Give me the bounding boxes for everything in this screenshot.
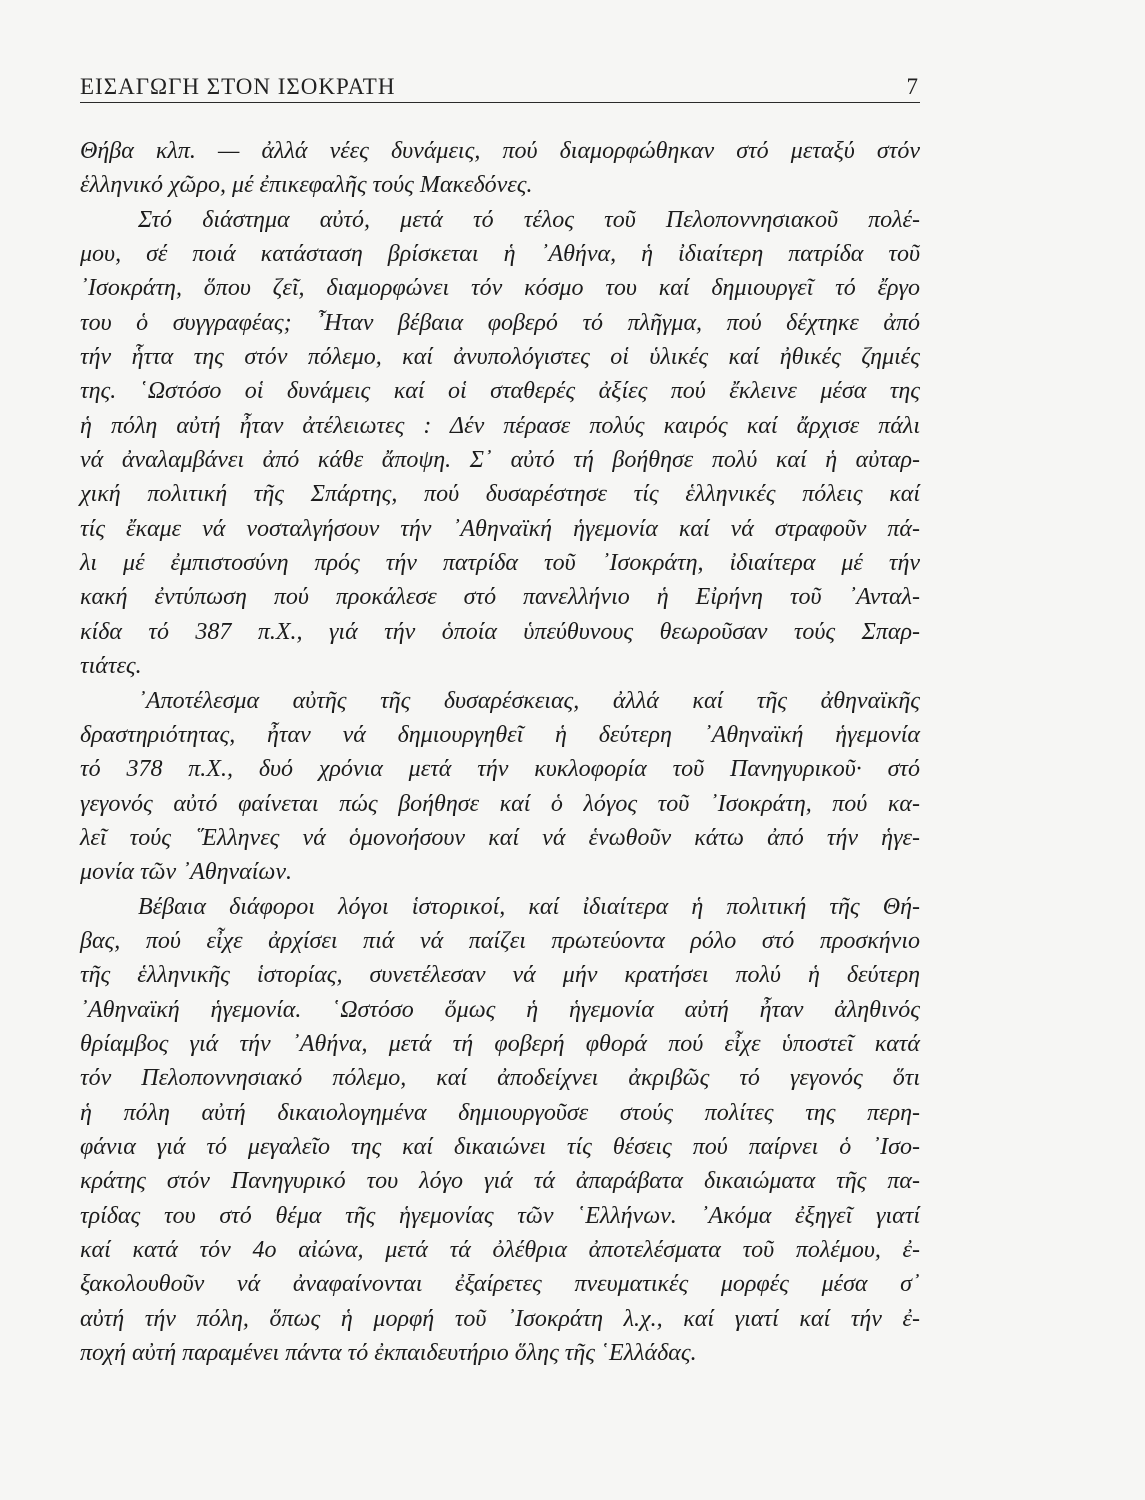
text-line: ᾿Ισοκράτη, ὅπου ζεῖ, διαμορφώνει τόν κόσμο του καί δημιουργεῖ τό ἔργο [80,275,920,302]
header-rule [80,102,920,103]
text-line: βας, πού εἶχε ἀρχίσει πιά νά παίζει πρωτεύοντα ρόλο στό προσκήνιο [80,927,920,954]
body-text [80,134,920,1370]
page-number: 7 [906,74,918,99]
text-line: μονία τῶν ᾿Αθηναίων. [80,859,293,886]
text-line: τιάτες. [80,653,142,680]
text-line: της. ῾Ωστόσο οἱ δυνάμεις καί οἱ σταθερές ἀξίες πού ἔκλεινε μέσα της [80,378,920,405]
text-line: μου, σέ ποιά κατάσταση βρίσκεται ἡ ᾿Αθήνα, ἡ ἰδιαίτερη πατρίδα τοῦ [80,241,920,268]
text-line: θρίαμβος γιά τήν ᾿Αθήνα, μετά τή φοβερή φθορά πού εἶχε ὑποστεῖ κατά [80,1030,920,1057]
text-line: ᾿Αποτέλεσμα αὐτῆς τῆς δυσαρέσκειας, ἀλλά καί τῆς ἀθηναϊκῆς [138,687,920,714]
text-line: ξακολουθοῦν νά ἀναφαίνονται ἐξαίρετες πνευματικές μορφές μέσα σ᾿ [80,1271,920,1298]
text-line: τῆς ἑλληνικῆς ἱστορίας, συνετέλεσαν νά μήν κρατήσει πολύ ἡ δεύτερη [80,962,920,989]
text-line: τόν Πελοποννησιακό πόλεμο, καί ἀποδείχνει ἀκριβῶς τό γεγονός ὅτι [80,1065,920,1092]
text-line: ἡ πόλη αὐτή δικαιολογημένα δημιουργοῦσε στούς πολίτες της περη- [80,1099,920,1126]
text-line: κίδα τό 387 π.Χ., γιά τήν ὁποία ὑπεύθυνους θεωροῦσαν τούς Σπαρ- [80,618,920,645]
running-header [80,74,920,104]
text-line: δραστηριότητας, ἦταν νά δημιουργηθεῖ ἡ δεύτερη ᾿Αθηναϊκή ἡγεμονία [80,721,920,748]
text-line: κακή ἐντύπωση πού προκάλεσε στό πανελλήνιο ἡ Εἰρήνη τοῦ ᾿Ανταλ- [80,584,920,611]
text-line: φάνια γιά τό μεγαλεῖο της καί δικαιώνει τίς θέσεις πού παίρνει ὁ ᾿Ισο- [80,1133,920,1160]
text-line: τίς ἔκαμε νά νοσταλγήσουν τήν ᾿Αθηναϊκή ἡγεμονία καί νά στραφοῦν πά- [80,515,920,542]
text-line: ἑλληνικό χῶρο, μέ ἐπικεφαλῆς τούς Μακεδόνες. [80,172,533,199]
book-page [80,0,920,1500]
text-line: λεῖ τούς ῞Ελληνες νά ὁμονοήσουν καί νά ἑνωθοῦν κάτω ἀπό τήν ἡγε- [80,824,920,851]
text-line: ποχή αὐτή παραμένει πάντα τό ἐκπαιδευτήριο ὅλης τῆς ῾Ελλάδας. [80,1340,697,1367]
text-line: λι μέ ἐμπιστοσύνη πρός τήν πατρίδα τοῦ ᾿Ισοκράτη, ἰδιαίτερα μέ τήν [80,550,920,577]
text-line: τρίδας του στό θέμα τῆς ἡγεμονίας τῶν ῾Ελλήνων. ᾿Ακόμα ἐξηγεῖ γιατί [80,1202,920,1229]
text-line: τήν ἧττα της στόν πόλεμο, καί ἀνυπολόγιστες οἱ ὑλικές καί ἠθικές ζημιές [80,344,920,371]
text-line: ἡ πόλη αὐτή ἦταν ἀτέλειωτες : Δέν πέρασε πολύς καιρός καί ἄρχισε πάλι [80,412,920,439]
text-line: τό 378 π.Χ., δυό χρόνια μετά τήν κυκλοφορία τοῦ Πανηγυρικοῦ· στό [80,756,920,783]
text-line: νά ἀναλαμβάνει ἀπό κάθε ἄποψη. Σ᾿ αὐτό τή βοήθησε πολύ καί ἡ αὐταρ- [80,447,920,474]
text-line: καί κατά τόν 4ο αἰώνα, μετά τά ὀλέθρια ἀποτελέσματα τοῦ πολέμου, ἐ- [80,1237,920,1263]
text-line: χική πολιτική τῆς Σπάρτης, πού δυσαρέστησε τίς ἑλληνικές πόλεις καί [80,481,920,508]
text-line: ᾿Αθηναϊκή ἡγεμονία. ῾Ωστόσο ὅμως ἡ ἡγεμονία αὐτή ἦταν ἀληθινός [80,996,920,1023]
text-line: γεγονός αὐτό φαίνεται πώς βοήθησε καί ὁ λόγος τοῦ ᾿Ισοκράτη, πού κα- [80,790,920,817]
text-line: κράτης στόν Πανηγυρικό του λόγο γιά τά ἀπαράβατα δικαιώματα τῆς πα- [80,1168,920,1195]
text-line: Θήβα κλπ. — ἀλλά νέες δυνάμεις, πού διαμορφώθηκαν στό μεταξύ στόν [80,138,920,164]
text-line: του ὁ συγγραφέας; ῏Ηταν βέβαια φοβερό τό πλῆγμα, πού δέχτηκε ἀπό [80,309,920,336]
text-line: αὐτή τήν πόλη, ὅπως ἡ μορφή τοῦ ᾿Ισοκράτη λ.χ., καί γιατί καί τήν ἐ- [80,1305,920,1332]
running-title: ΕΙΣΑΓΩΓΗ ΣΤΟΝ ΙΣΟΚΡΑΤΗ [80,74,396,99]
text-line: Στό διάστημα αὐτό, μετά τό τέλος τοῦ Πελοποννησιακοῦ πολέ- [138,206,920,233]
text-line: Βέβαια διάφοροι λόγοι ἱστορικοί, καί ἰδιαίτερα ἡ πολιτική τῆς Θή- [138,893,920,920]
